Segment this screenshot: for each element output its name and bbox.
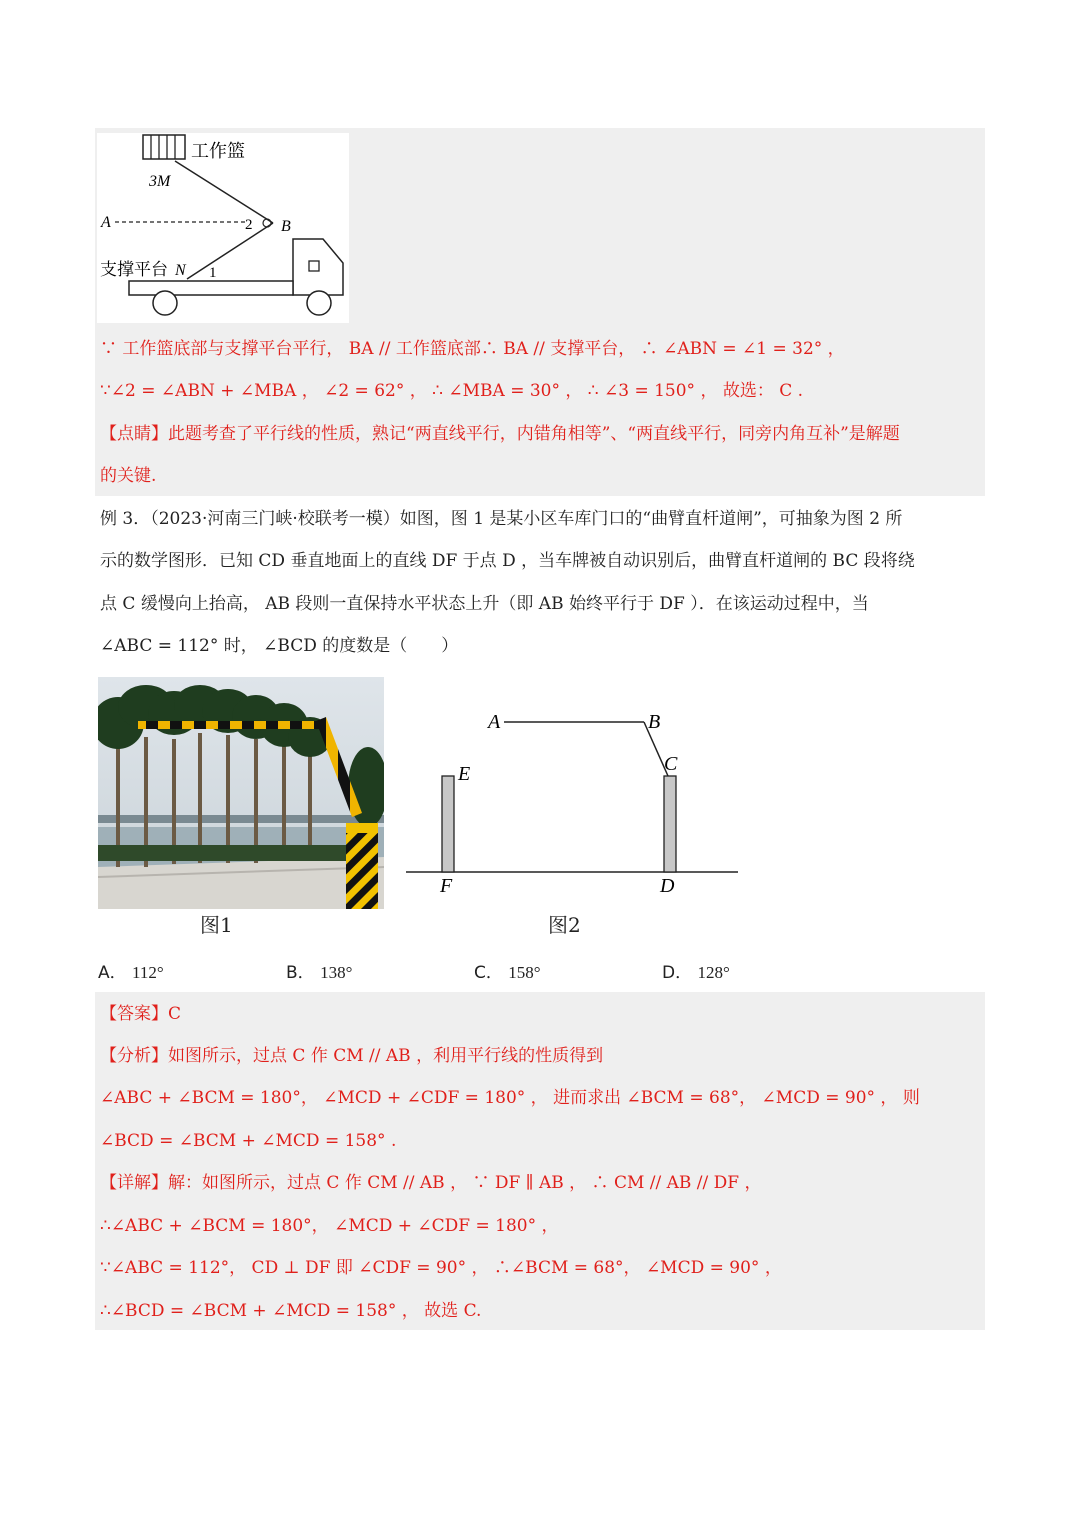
geometry-figure-2	[400, 700, 745, 900]
label-a: A	[101, 214, 111, 231]
option-b-letter: B．	[286, 963, 315, 983]
solution-line-1: ∵ 工作篮底部与支撑平台平行， BA // 工作篮底部∴ BA // 支撑平台， ∴ ∠ABN = ∠1 = 32° ，	[100, 339, 845, 359]
fig2-label-e: E	[458, 763, 471, 785]
detail-line-1: 【详解】解：如图所示，过点 C 作 CM // AB ， ∵ DF ∥ AB ， ∴ CM // AB // DF ，	[100, 1173, 762, 1193]
fig2-label-f: F	[440, 875, 453, 897]
label-angle2: 2	[245, 217, 253, 233]
basket-label: 工作篮	[191, 141, 245, 162]
detail-line-2: ∴∠ABC + ∠BCM = 180°， ∠MCD + ∠CDF = 180° ，	[100, 1216, 559, 1236]
detail-line-3: ∵∠ABC = 112°， CD ⊥ DF 即 ∠CDF = 90° ， ∴∠BCM = 68°， ∠MCD = 90° ，	[100, 1258, 782, 1278]
fig2-label-b: B	[648, 711, 661, 733]
analysis-line-3: ∠BCD = ∠BCM + ∠MCD = 158° .	[100, 1131, 397, 1151]
option-d-value: 128°	[697, 963, 730, 982]
aerial-platform-figure	[97, 133, 349, 323]
option-a-value: 112°	[132, 963, 164, 982]
fig2-label-d: D	[660, 875, 675, 897]
option-d	[662, 958, 730, 983]
fig2-label-a: A	[488, 711, 501, 733]
question-line-2: 示的数学图形．已知 CD 垂直地面上的直线 DF 于点 D ，当车牌被自动识别后，曲臂直杆道闸的 BC 段将绕	[100, 551, 915, 571]
option-c-value: 158°	[508, 963, 541, 982]
figure1-caption: 图1	[200, 913, 233, 937]
barrier-gate-photo	[98, 677, 384, 909]
fig2-label-c: C	[664, 753, 678, 775]
option-c-letter: C．	[474, 963, 503, 983]
detail-line-4: ∴∠BCD = ∠BCM + ∠MCD = 158° ， 故选 C.	[100, 1301, 482, 1321]
option-b	[286, 958, 352, 983]
question-line-1: 例 3．（2023·河南三门峡·校联考一模）如图，图 1 是某小区车库门口的“曲臂直杆道闸”，可抽象为图 2 所	[100, 509, 903, 529]
option-b-value: 138°	[320, 963, 353, 982]
key-point-line-1: 【点睛】此题考查了平行线的性质，熟记“两直线平行，内错角相等”、“两直线平行，同旁内角互补”是解题	[100, 424, 900, 444]
platform-label: 支撑平台	[100, 260, 168, 280]
option-c	[474, 958, 541, 983]
option-a-letter: A．	[98, 963, 127, 983]
label-n: N	[175, 262, 186, 279]
answer-line: 【答案】C	[100, 1004, 182, 1024]
key-point-line-2: 的关键.	[100, 466, 157, 486]
question-line-4: ∠ABC = 112° 时， ∠BCD 的度数是（ ）	[100, 636, 459, 656]
option-d-letter: D．	[662, 963, 693, 983]
question-line-3: 点 C 缓慢向上抬高， AB 段则一直保持水平状态上升（即 AB 始终平行于 DF ）．在该运动过程中，当	[100, 594, 869, 614]
solution-line-2: ∵∠2 = ∠ABN + ∠MBA ， ∠2 = 62° ， ∴ ∠MBA = 30° ， ∴ ∠3 = 150° ， 故选： C .	[100, 381, 804, 401]
label-m: 3M	[149, 173, 171, 190]
analysis-line-1: 【分析】如图所示，过点 C 作 CM // AB ，利用平行线的性质得到	[100, 1046, 604, 1066]
label-b: B	[281, 218, 291, 235]
analysis-line-2: ∠ABC + ∠BCM = 180°， ∠MCD + ∠CDF = 180° ， 进而求出 ∠BCM = 68°， ∠MCD = 90° ， 则	[100, 1088, 920, 1108]
label-angle1: 1	[209, 265, 217, 281]
figure2-caption: 图2	[548, 913, 581, 937]
option-a	[98, 958, 164, 983]
